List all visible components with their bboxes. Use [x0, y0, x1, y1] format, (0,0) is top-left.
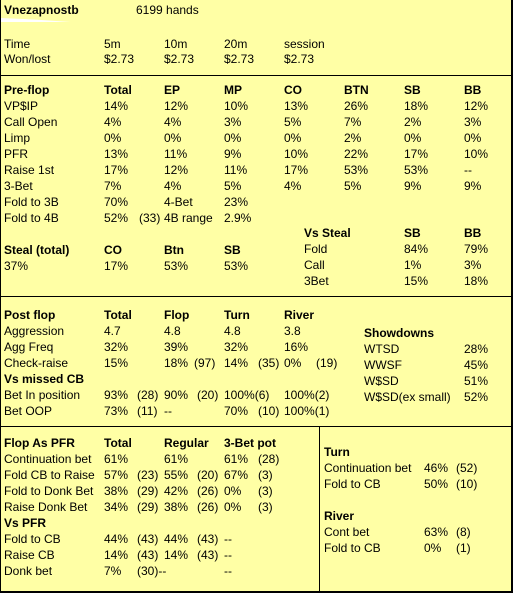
missed-cb-cell: 73%: [104, 404, 129, 418]
check-raise-cell: 15%: [104, 356, 129, 370]
time-col-cell: session: [284, 37, 325, 51]
vs-pfr-cell: (43): [137, 532, 159, 546]
vs-pfr-cell: (43): [137, 548, 159, 562]
preflop-cell: 7%: [344, 115, 362, 129]
flop-pfr-cell: (20): [197, 468, 219, 482]
flop-pfr-cell: 61%: [164, 452, 189, 466]
flop-pfr-cell: 42%: [164, 484, 189, 498]
preflop-cell: 11%: [164, 147, 188, 161]
preflop-cell: 9%: [404, 179, 422, 193]
postflop-cell: 4.8: [164, 324, 181, 338]
preflop-cell: 12%: [164, 99, 189, 113]
section-divider: [1, 75, 511, 76]
wonlost-cell: $2.73: [104, 52, 135, 66]
river-cell: 63%: [424, 525, 449, 539]
postflop-cell: 4.8: [224, 324, 241, 338]
postflop-cell: 39%: [164, 340, 189, 354]
wonlost-cell: Won/lost: [4, 52, 51, 66]
flop-pfr-cell: (3): [258, 468, 273, 482]
steal-header-cell: CO: [104, 243, 122, 257]
preflop-header-cell: CO: [284, 83, 302, 97]
steal-cell: 37%: [4, 259, 29, 273]
vs-pfr-cell: (30)--: [137, 564, 167, 578]
river-cell: (1): [456, 541, 471, 555]
preflop-header-cell: Total: [104, 83, 132, 97]
preflop-cell: 18%: [404, 99, 429, 113]
preflop-cell: 17%: [104, 163, 129, 177]
showdown-label: WWSF: [364, 358, 402, 372]
hand-count: 6199 hands: [136, 3, 199, 17]
flop-pfr-cell: (23): [137, 468, 159, 482]
vs-steal-cell: 79%: [464, 242, 489, 256]
preflop-cell: 3-Bet: [4, 179, 33, 193]
check-raise-cell: (35): [258, 356, 280, 370]
vs-steal-cell: Call: [304, 258, 325, 272]
section-divider: [1, 426, 511, 427]
preflop-cell: 10%: [224, 99, 249, 113]
fold-4b-cell: 4B range: [164, 211, 213, 225]
preflop-cell: 11%: [224, 163, 248, 177]
preflop-cell: 5%: [344, 179, 362, 193]
preflop-cell: Limp: [4, 131, 31, 145]
missed-cb-cell: Bet In position: [4, 388, 81, 402]
preflop-cell: 2%: [344, 131, 362, 145]
flop-pfr-cell: 38%: [164, 500, 189, 514]
preflop-cell: 12%: [464, 99, 489, 113]
flop-pfr-cell: (3): [258, 500, 273, 514]
time-col-cell: 10m: [164, 37, 188, 51]
preflop-header-cell: BTN: [344, 83, 369, 97]
check-raise-cell: Check-raise: [4, 356, 69, 370]
flop-pfr-cell: 0%: [224, 500, 242, 514]
postflop-cell: 3.8: [284, 324, 301, 338]
postflop-cell: 16%: [284, 340, 309, 354]
check-raise-cell: 18%: [164, 356, 189, 370]
flop-pfr-cell: (29): [137, 500, 159, 514]
preflop-cell: Call Open: [4, 115, 58, 129]
preflop-header-cell: MP: [224, 83, 242, 97]
missed-cb-cell: (11): [137, 404, 158, 418]
steal-cell: 53%: [224, 259, 249, 273]
turn-cell: Continuation bet: [324, 461, 412, 475]
flop-pfr-cell: (29): [137, 484, 159, 498]
vs-steal-header-cell: SB: [404, 226, 421, 240]
preflop-cell: 13%: [104, 147, 129, 161]
river-cell: Cont bet: [324, 525, 370, 539]
preflop-cell: 0%: [224, 131, 242, 145]
flop-pfr-header-cell: Flop As PFR: [4, 436, 75, 450]
vs-pfr-cell: --: [224, 564, 232, 578]
preflop-cell: 13%: [284, 99, 309, 113]
fold-3b-cell: 23%: [224, 195, 249, 209]
preflop-cell: 0%: [404, 131, 422, 145]
showdown-value: 52%: [464, 390, 489, 404]
flop-pfr-cell: 61%: [224, 452, 249, 466]
preflop-cell: 0%: [464, 131, 482, 145]
vs-pfr-cell: 14%: [164, 548, 189, 562]
flop-pfr-cell: Fold CB to Raise: [4, 468, 95, 482]
flop-pfr-cell: 38%: [104, 484, 129, 498]
check-raise-cell: 0%: [284, 356, 302, 370]
steal-cell: 53%: [164, 259, 189, 273]
preflop-cell: 10%: [284, 147, 309, 161]
missed-cb-cell: 70%: [224, 404, 249, 418]
flop-pfr-cell: (26): [197, 484, 219, 498]
missed-cb-cell: --: [164, 404, 172, 418]
flop-pfr-cell: Continuation bet: [4, 452, 92, 466]
postflop-header-cell: River: [284, 308, 315, 322]
vs-pfr-cell: Raise CB: [4, 548, 55, 562]
missed-cb-cell: (28): [137, 388, 159, 402]
preflop-cell: 26%: [344, 99, 369, 113]
flop-pfr-cell: 34%: [104, 500, 129, 514]
preflop-cell: 2%: [404, 115, 422, 129]
showdown-value: 51%: [464, 374, 489, 388]
showdowns-title: Showdowns: [364, 326, 434, 340]
preflop-cell: 3%: [464, 115, 482, 129]
preflop-cell: 53%: [344, 163, 369, 177]
wonlost-cell: $2.73: [224, 52, 255, 66]
time-col-cell: 20m: [224, 37, 248, 51]
missed-cb-cell: Bet OOP: [4, 404, 53, 418]
river-cell: Fold to CB: [324, 541, 381, 555]
vs-pfr-cell: 14%: [104, 548, 129, 562]
fold-3b-cell: 70%: [104, 195, 129, 209]
preflop-cell: 0%: [104, 131, 122, 145]
preflop-header-cell: SB: [404, 83, 421, 97]
vs-steal-cell: 15%: [404, 274, 429, 288]
flop-pfr-header-cell: 3-Bet pot: [224, 436, 276, 450]
preflop-cell: Raise 1st: [4, 163, 55, 177]
vs-pfr-cell: Fold to CB: [4, 532, 61, 546]
showdown-label: W$SD: [364, 374, 399, 388]
flop-pfr-cell: (26): [197, 500, 219, 514]
turn-cell: (10): [456, 477, 478, 491]
postflop-cell: 4.7: [104, 324, 121, 338]
turn-cell: 46%: [424, 461, 449, 475]
preflop-cell: --: [464, 163, 472, 177]
river-title: River: [324, 509, 355, 523]
postflop-cell: Agg Freq: [4, 340, 54, 354]
flop-pfr-cell: 57%: [104, 468, 129, 482]
column-divider: [319, 427, 320, 591]
preflop-cell: 10%: [464, 147, 489, 161]
time-col-cell: Time: [4, 37, 31, 51]
steal-header-cell: SB: [224, 243, 241, 257]
preflop-cell: 4%: [284, 179, 302, 193]
postflop-header-cell: Total: [104, 308, 132, 322]
wonlost-cell: $2.73: [284, 52, 315, 66]
missed-cb-cell: 100%(1): [284, 404, 330, 418]
flop-pfr-header-cell: Total: [104, 436, 132, 450]
missed-cb-cell: 100%(2): [284, 388, 330, 402]
fold-3b-cell: 4-Bet: [164, 195, 193, 209]
fold-4b-cell: Fold to 4B: [4, 211, 59, 225]
steal-header-cell: Steal (total): [4, 243, 70, 257]
postflop-cell: 32%: [104, 340, 129, 354]
preflop-cell: 53%: [404, 163, 429, 177]
hud-stats-panel: [1, 0, 511, 591]
steal-cell: 17%: [104, 259, 129, 273]
postflop-header-cell: Turn: [224, 308, 250, 322]
turn-cell: 50%: [424, 477, 449, 491]
missed-cb-cell: (20): [197, 388, 219, 402]
preflop-cell: 9%: [224, 147, 242, 161]
missed-cb-cell: 90%: [164, 388, 189, 402]
showdown-value: 28%: [464, 342, 489, 356]
vs-steal-cell: Fold: [304, 242, 328, 256]
preflop-cell: 12%: [164, 163, 189, 177]
vs-pfr-cell: Donk bet: [4, 564, 53, 578]
preflop-cell: 4%: [164, 115, 182, 129]
showdown-value: 45%: [464, 358, 489, 372]
flop-pfr-cell: (3): [258, 484, 273, 498]
vs-steal-cell: 3Bet: [304, 274, 329, 288]
vs-steal-header-cell: Vs Steal: [304, 226, 351, 240]
missed-cb-title: Vs missed CB: [4, 372, 85, 386]
check-raise-cell: (97): [194, 356, 216, 370]
river-cell: 0%: [424, 541, 442, 555]
preflop-cell: PFR: [4, 147, 28, 161]
flop-pfr-cell: 55%: [164, 468, 189, 482]
check-raise-cell: 14%: [224, 356, 249, 370]
postflop-header-cell: Post flop: [4, 308, 56, 322]
fold-4b-cell: 52%: [104, 211, 129, 225]
postflop-cell: 32%: [224, 340, 249, 354]
check-raise-cell: (19): [316, 356, 338, 370]
showdown-label: W$SD(ex small): [364, 390, 451, 404]
preflop-cell: 5%: [284, 115, 302, 129]
flop-pfr-cell: Fold to Donk Bet: [4, 484, 94, 498]
showdown-label: WTSD: [364, 342, 400, 356]
vs-pfr-cell: --: [224, 548, 232, 562]
preflop-cell: 3%: [224, 115, 242, 129]
wonlost-cell: $2.73: [164, 52, 195, 66]
time-col-cell: 5m: [104, 37, 121, 51]
vs-pfr-cell: 7%: [104, 564, 122, 578]
preflop-cell: 17%: [284, 163, 309, 177]
player-name: Vnezapnostb: [4, 3, 79, 17]
postflop-header-cell: Flop: [164, 308, 190, 322]
fold-3b-cell: Fold to 3B: [4, 195, 59, 209]
vs-pfr-cell: (43): [197, 532, 219, 546]
vs-steal-cell: 1%: [404, 258, 422, 272]
fold-4b-cell: (33): [139, 211, 161, 225]
flop-pfr-cell: (28): [258, 452, 280, 466]
flop-pfr-cell: 67%: [224, 468, 249, 482]
preflop-cell: 7%: [104, 179, 122, 193]
flop-pfr-header-cell: Regular: [164, 436, 209, 450]
missed-cb-cell: 100%(6): [224, 388, 270, 402]
preflop-cell: 22%: [344, 147, 369, 161]
vs-steal-header-cell: BB: [464, 226, 482, 240]
preflop-cell: 14%: [104, 99, 129, 113]
preflop-cell: 0%: [164, 131, 182, 145]
preflop-cell: 9%: [464, 179, 482, 193]
vs-pfr-cell: (43): [197, 548, 219, 562]
missed-cb-cell: 93%: [104, 388, 129, 402]
preflop-cell: 4%: [104, 115, 122, 129]
turn-cell: Fold to CB: [324, 477, 381, 491]
preflop-header-cell: EP: [164, 83, 181, 97]
vs-pfr-title: Vs PFR: [4, 516, 47, 530]
preflop-header-cell: Pre-flop: [4, 83, 50, 97]
vs-steal-cell: 3%: [464, 258, 482, 272]
vs-steal-cell: 18%: [464, 274, 489, 288]
turn-cell: (52): [456, 461, 478, 475]
river-cell: (8): [456, 525, 471, 539]
section-divider: [1, 296, 511, 297]
postflop-cell: Aggression: [4, 324, 65, 338]
preflop-cell: 0%: [284, 131, 302, 145]
preflop-header-cell: BB: [464, 83, 482, 97]
fold-4b-cell: 2.9%: [224, 211, 252, 225]
preflop-cell: 4%: [164, 179, 182, 193]
vs-steal-cell: 84%: [404, 242, 429, 256]
preflop-cell: VP$IP: [4, 99, 39, 113]
vs-pfr-cell: 44%: [164, 532, 189, 546]
flop-pfr-cell: 61%: [104, 452, 129, 466]
steal-header-cell: Btn: [164, 243, 184, 257]
flop-pfr-cell: Raise Donk Bet: [4, 500, 88, 514]
missed-cb-cell: (10): [258, 404, 280, 418]
vs-pfr-cell: 44%: [104, 532, 129, 546]
turn-title: Turn: [324, 445, 350, 459]
flop-pfr-cell: 0%: [224, 484, 242, 498]
preflop-cell: 5%: [224, 179, 242, 193]
preflop-cell: 17%: [404, 147, 429, 161]
vs-pfr-cell: --: [224, 532, 232, 546]
